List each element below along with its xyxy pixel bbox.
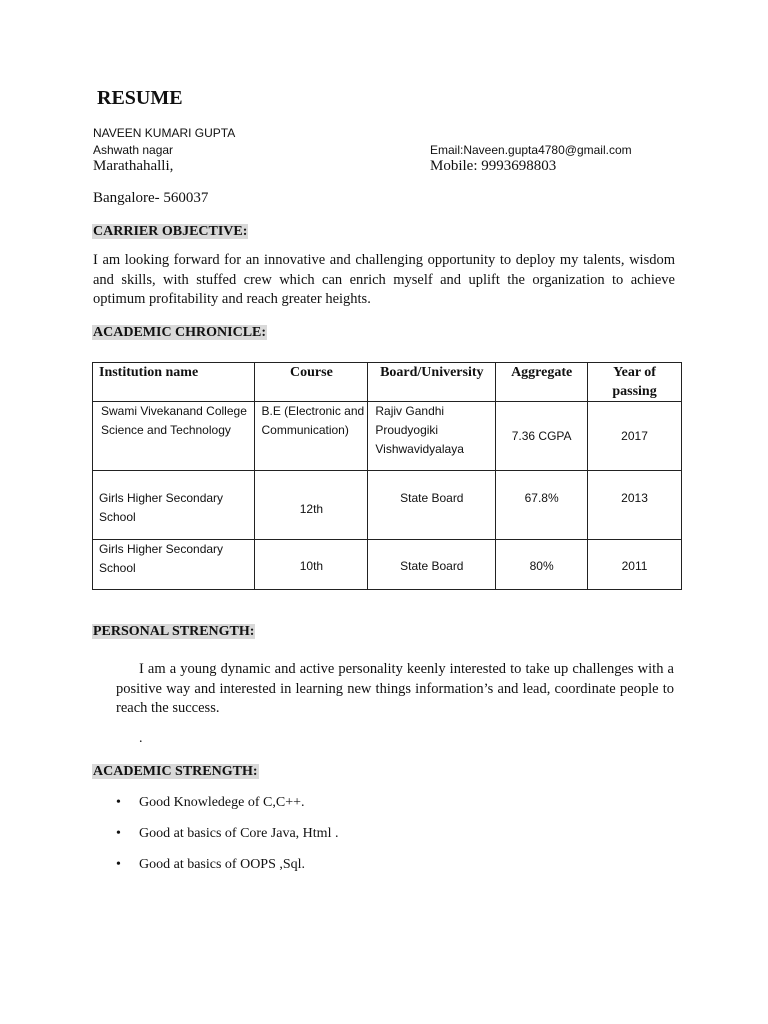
table-cell: [496, 471, 588, 540]
cell-text: 12th: [299, 501, 324, 516]
cell-text: 2017: [621, 428, 648, 443]
table-row: [93, 402, 682, 471]
cell-text: 2011: [621, 559, 648, 573]
academic-heading: ACADEMIC CHRONICLE:: [93, 325, 267, 340]
academic-table: [92, 362, 682, 590]
objective-text: I am looking forward for an innovative and challenging opportunity to deploy my talents, wisdom and skills, with stuffed crew which can enrich myself and uplift the organization to achieve optimum profitability and reach greater heights.: [93, 252, 675, 307]
table-row: [93, 471, 682, 540]
resume-title: RESUME: [97, 87, 183, 109]
table-cell: [93, 471, 255, 540]
table-row: [93, 540, 682, 590]
column-header: Institution name: [93, 363, 255, 402]
table-cell: [588, 402, 682, 471]
cell-text: State Board: [400, 559, 464, 573]
bullet-icon: •: [116, 857, 121, 872]
academic-strength-heading: ACADEMIC STRENGTH:: [93, 764, 258, 779]
email-text: Email:Naveen.gupta4780@gmail.com: [430, 143, 632, 157]
strength-list: [116, 794, 669, 887]
list-item: [116, 825, 669, 856]
table-cell: [255, 471, 368, 540]
list-item: [116, 856, 669, 887]
cell-text: 10th: [299, 559, 324, 573]
candidate-name: NAVEEN KUMARI GUPTA: [93, 126, 236, 140]
cell-text: Girls Higher Secondary School: [99, 542, 224, 575]
table-cell: [496, 540, 588, 590]
mobile-text: Mobile: 9993698803: [430, 158, 557, 174]
table-cell: [255, 402, 368, 471]
academic-strength-section: [92, 762, 259, 780]
cell-text: 2013: [621, 491, 648, 505]
objective-section: [92, 222, 248, 240]
list-item-text: Good at basics of OOPS ,Sql.: [139, 857, 306, 872]
column-header: Year of passing: [588, 363, 682, 402]
table-cell: [255, 540, 368, 590]
table-cell: [496, 402, 588, 471]
cell-text: State Board: [400, 491, 464, 505]
table-cell: [93, 540, 255, 590]
address-line-1: Ashwath nagar: [93, 143, 174, 157]
table-header-row: [93, 363, 682, 402]
list-item-text: Good Knowledege of C,C++.: [139, 795, 305, 810]
address-line-3: Bangalore- 560037: [93, 190, 209, 206]
list-item-text: Good at basics of Core Java, Html .: [139, 826, 339, 841]
table-cell: [588, 471, 682, 540]
cell-text: Rajiv Gandhi Proudyogiki Vishwavidyalaya: [375, 404, 464, 456]
cell-text: Swami Vivekanand College Science and Technology: [101, 404, 247, 437]
column-header: Board/University: [368, 363, 496, 402]
bullet-icon: •: [116, 826, 121, 841]
personal-heading: PERSONAL STRENGTH:: [93, 624, 255, 639]
cell-text: 80%: [529, 559, 554, 573]
column-header: Aggregate: [496, 363, 588, 402]
personal-section: [92, 622, 255, 640]
table-cell: [93, 402, 255, 471]
table-cell: [368, 540, 496, 590]
academic-section: [92, 323, 267, 341]
cell-text: B.E (Electronic and Communication): [261, 404, 365, 437]
personal-text: I am a young dynamic and active personality keenly interested to take up challenges with a positive way and interested in learning new things information’s and lead, coordinate people to reach the success.: [116, 661, 674, 716]
stray-period: .: [139, 731, 143, 746]
list-item: [116, 794, 669, 825]
table-cell: [368, 402, 496, 471]
address-line-2: Marathahalli,: [93, 158, 174, 174]
cell-text: Girls Higher Secondary School: [99, 491, 224, 524]
objective-heading: CARRIER OBJECTIVE:: [93, 224, 248, 239]
cell-text: 67.8%: [524, 491, 559, 505]
table-cell: [588, 540, 682, 590]
bullet-icon: •: [116, 795, 121, 810]
cell-text: 7.36 CGPA: [511, 428, 572, 443]
table-cell: [368, 471, 496, 540]
column-header: Course: [255, 363, 368, 402]
